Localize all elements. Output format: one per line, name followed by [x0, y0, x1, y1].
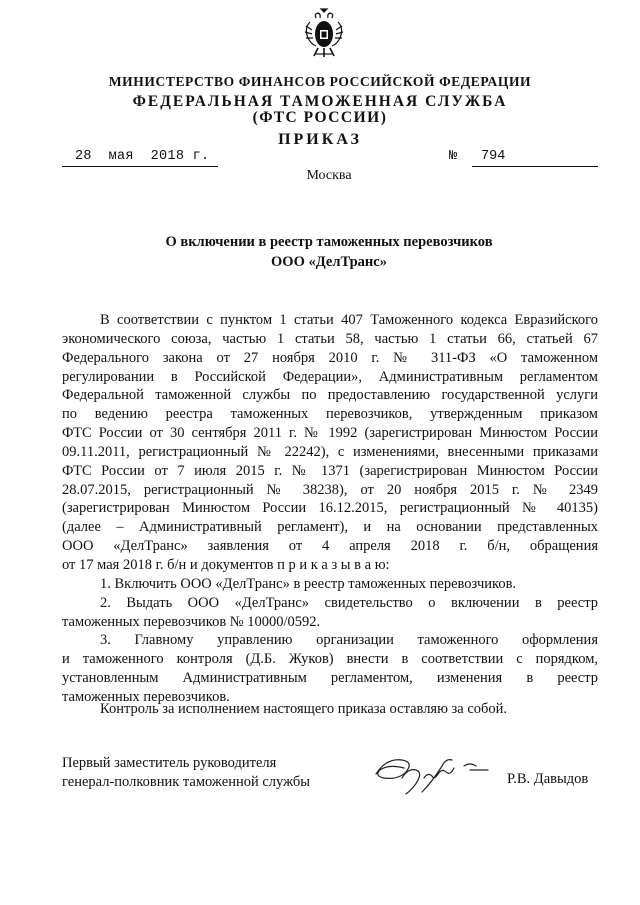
body-line: от 17 мая 2018 г. б/н и документов п р и к а з ы в а ю: — [62, 556, 390, 573]
body-line: по ведению реестра таможенных перевозчиков, утвержденным приказом — [62, 406, 598, 423]
service-name: ФЕДЕРАЛЬНАЯ ТАМОЖЕННАЯ СЛУЖБА — [132, 93, 508, 110]
position-line2: генерал-полковник таможенной службы — [62, 773, 311, 790]
order-item-3-line3: установленным Административным регламентом, изменения в реестр — [62, 670, 598, 687]
control-paragraph — [62, 700, 598, 719]
document-date: 28 мая 2018 г. — [75, 149, 210, 164]
body-line: В соответствии с пунктом 1 статьи 407 Таможенного кодекса Евразийского — [100, 312, 598, 328]
body-line: Федеральной таможенной службы по предоставлению государственной услуги — [62, 387, 598, 404]
service-short-name: (ФТС РОССИИ) — [252, 109, 388, 126]
position-line1: Первый заместитель руководителя — [62, 755, 277, 771]
body-line: ФТС России от 7 июля 2015 г. № 1371 (зарегистрирован Минюстом России — [62, 462, 598, 479]
order-item-2-line1: 2. Выдать ООО «ДелТранс» свидетельство о включении в реестр — [100, 594, 598, 611]
document-title-line1: О включении в реестр таможенных перевозчиков — [165, 234, 493, 250]
number-sign: № — [449, 149, 458, 164]
body-line: 09.11.2011, регистрационный № 22242), с изменениями, внесенными приказами — [62, 443, 598, 460]
coat-of-arms-emblem — [302, 8, 346, 60]
body-line: (зарегистрирован Минюстом России 16.12.2015, регистрационный № 40135) — [62, 500, 598, 517]
body-line: 28.07.2015, регистрационный № 38238), от 20 ноября 2015 г. № 2349 — [62, 481, 598, 498]
signatory-position — [62, 754, 310, 791]
control-line: Контроль за исполнением настоящего приказа оставляю за собой. — [100, 701, 508, 717]
order-item-3-line2: и таможенного контроля (Д.Б. Жуков) внести в соответствии с порядком, — [62, 651, 598, 668]
order-item-3-line1: 3. Главному управлению организации таможенного оформления — [100, 632, 598, 649]
document-number: 794 — [481, 149, 506, 164]
body-line: (далее – Административный регламент), и на основании представленных — [62, 519, 598, 536]
body-line: ООО «ДелТранс» заявления от 4 апреля 2018 г. б/н, обращения — [62, 538, 598, 555]
signatory-name: Р.В. Давыдов — [507, 771, 589, 787]
ministry-name: МИНИСТЕРСТВО ФИНАНСОВ РОССИЙСКОЙ ФЕДЕРАЦИИ — [108, 74, 532, 89]
order-item-3-line4: таможенных перевозчиков. — [62, 688, 230, 705]
body-line: экономического союза, частью 1 статьи 58, частью 1 статьи 66, статьей 67 — [62, 330, 598, 347]
body-line: ФТС России от 30 сентября 2011 г. № 1992 (зарегистрирован Минюстом России — [62, 425, 598, 442]
body-line: регулировании в Российской Федерации», Административным регламентом — [62, 368, 598, 385]
preamble-paragraph — [62, 311, 598, 707]
document-title-line2: ООО «ДелТранс» — [271, 254, 387, 270]
handwritten-signature — [372, 748, 496, 796]
document-city: Москва — [306, 168, 352, 183]
order-item-1: 1. Включить ООО «ДелТранс» в реестр таможенных перевозчиков. — [100, 575, 517, 592]
order-item-2-line2: таможенных перевозчиков № 10000/0592. — [62, 613, 321, 630]
body-line: Федерального закона от 27 ноября 2010 г. № 311-ФЗ «О таможенном — [62, 349, 598, 366]
document-type: ПРИКАЗ — [278, 131, 362, 148]
